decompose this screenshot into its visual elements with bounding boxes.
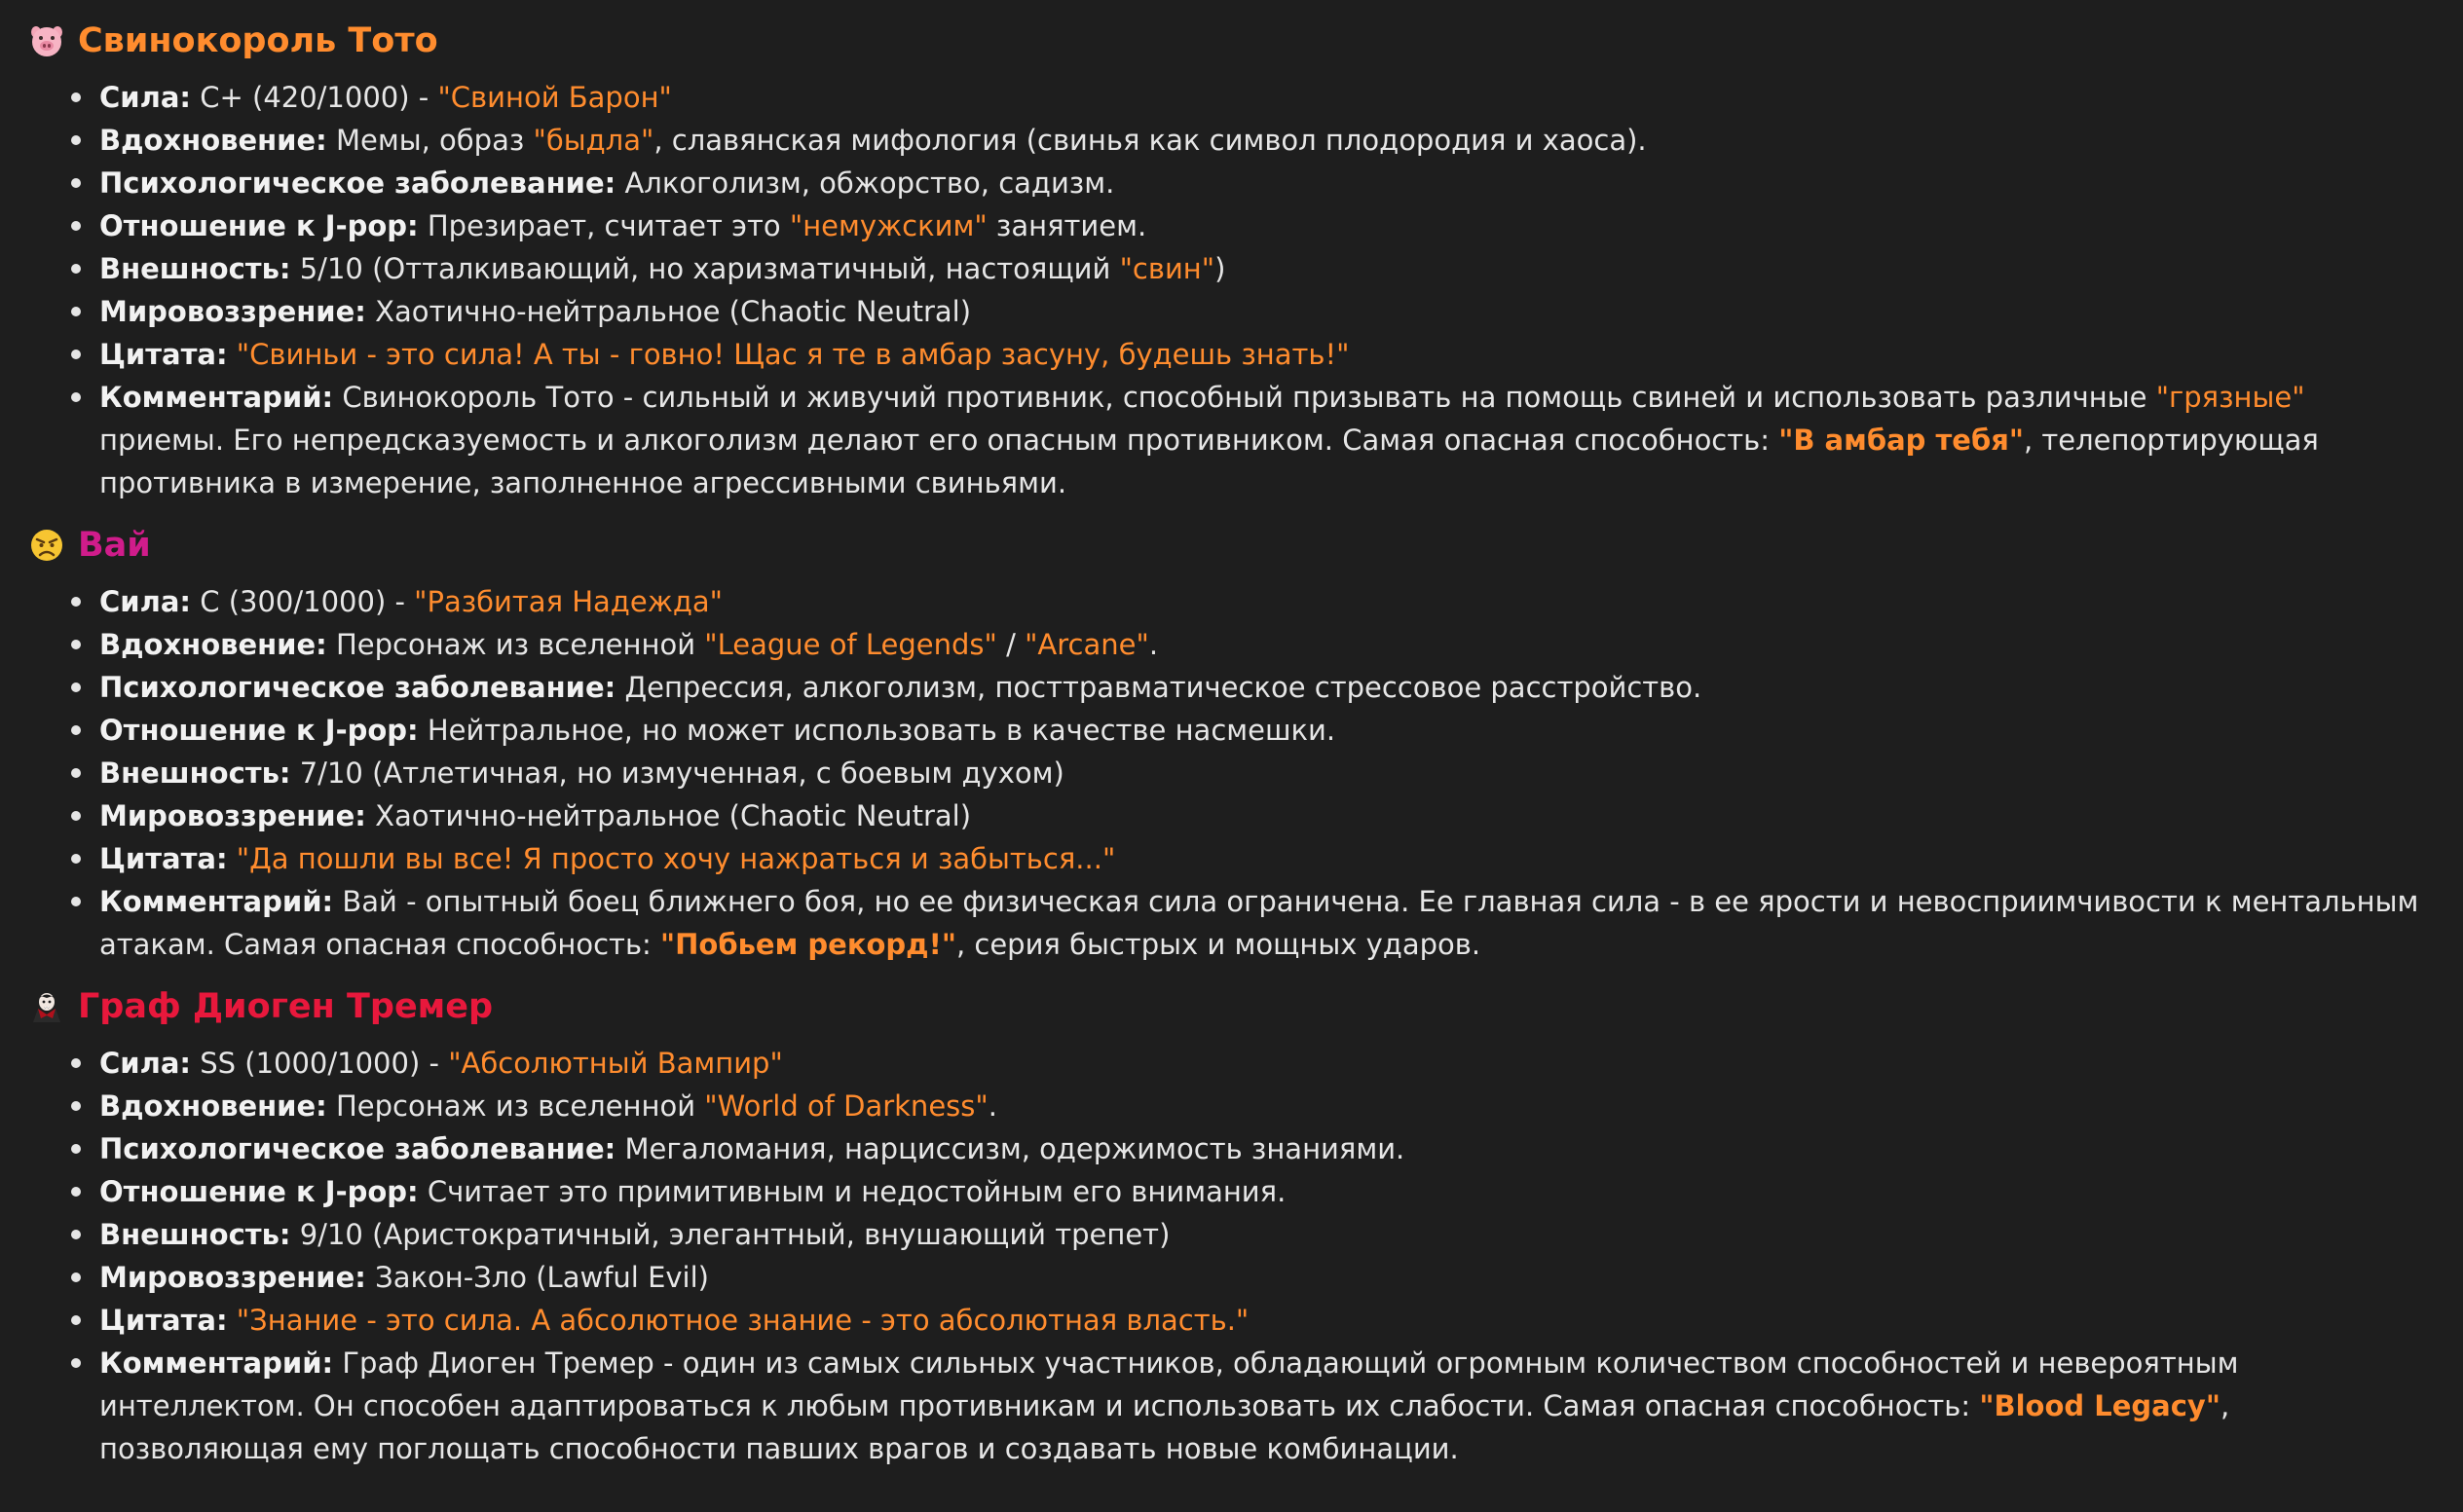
label: Комментарий:: [99, 381, 334, 414]
list-item-alignment: [27, 1256, 2424, 1299]
list-item-quote: [27, 837, 2424, 880]
value: Нейтральное, но может использовать в качестве насмешки.: [418, 714, 1336, 747]
bullet: [71, 1058, 81, 1068]
label: Внешность:: [99, 756, 291, 790]
value: , позволяющая ему поглощать способности павших врагов и создавать новые комбинации.: [99, 1389, 2230, 1465]
value: Закон-Зло (Lawful Evil): [365, 1261, 709, 1294]
character-name: Граф Диоген Тремер: [78, 987, 494, 1026]
label: Психологическое заболевание:: [99, 1132, 616, 1165]
label: Мировоззрение:: [99, 1261, 366, 1294]
bullet: [71, 264, 81, 274]
value: Свинокороль Тото - сильный и живучий противник, способный призывать на помощь свиней и использовать различные: [333, 381, 2156, 414]
value: Персонаж из вселенной: [326, 628, 705, 661]
ability-name: "Побьем рекорд!": [660, 928, 956, 961]
bullet: [71, 1272, 81, 1282]
value: приемы. Его непредсказуемость и алкоголизм делают его опасным противником. Самая опасная способность:: [99, 424, 1779, 457]
list-item-looks: [27, 752, 2424, 794]
power-title: "Абсолютный Вампир": [448, 1047, 783, 1080]
value: , славянская мифология (свинья как символ плодородия и хаоса).: [653, 124, 1647, 157]
highlight: "быдла": [533, 124, 654, 157]
highlight: "грязные": [2155, 381, 2305, 414]
label: Сила:: [99, 585, 192, 618]
list-item-jpop: [27, 1170, 2424, 1213]
bullet: [71, 178, 81, 188]
character-heading: [27, 979, 2463, 1034]
list-item-comment: [27, 376, 2424, 504]
bullet: [71, 135, 81, 145]
value: SS (1000/1000) -: [191, 1047, 449, 1080]
character-section-diogen: [27, 979, 2463, 1470]
list-item-inspiration: [27, 119, 2424, 162]
bullet: [71, 897, 81, 906]
value: .: [988, 1089, 997, 1123]
list-item-illness: [27, 162, 2424, 204]
value: 9/10 (Аристократичный, элегантный, внушающий трепет): [290, 1218, 1171, 1251]
ability-name: "В амбар тебя": [1778, 424, 2024, 457]
label: Психологическое заболевание:: [99, 671, 616, 704]
label: Внешность:: [99, 252, 291, 285]
value: 5/10 (Отталкивающий, но харизматичный, настоящий: [290, 252, 1120, 285]
value: Презирает, считает это: [418, 209, 790, 242]
value: .: [1148, 628, 1159, 661]
list-item-power: [27, 76, 2424, 119]
label: Психологическое заболевание:: [99, 166, 616, 200]
highlight: "League of Legends": [704, 628, 997, 661]
highlight: "немужским": [789, 209, 988, 242]
value: Хаотично-нейтральное (Chaotic Neutral): [365, 799, 972, 832]
list-item-illness: [27, 666, 2424, 709]
label: Цитата:: [99, 338, 228, 371]
value: C (300/1000) -: [191, 585, 415, 618]
attribute-list: [27, 1042, 2463, 1470]
label: Вдохновение:: [99, 124, 327, 157]
value: Мемы, образ: [326, 124, 534, 157]
label: Цитата:: [99, 842, 228, 875]
list-item-alignment: [27, 794, 2424, 837]
list-item-inspiration: [27, 1085, 2424, 1127]
bullet: [71, 350, 81, 359]
bullet: [71, 1315, 81, 1325]
power-title: "Свиной Барон": [437, 81, 672, 114]
value: C+ (420/1000) -: [191, 81, 438, 114]
character-name: Свинокороль Тото: [78, 21, 438, 60]
value: Вай - опытный боец ближнего боя, но ее физическая сила ограничена. Ее главная сила - в ее ярости и невосприимчивости к ментальным атакам. Самая опасная способность:: [99, 885, 2419, 961]
power-title: "Разбитая Надежда": [414, 585, 723, 618]
highlight: "World of Darkness": [704, 1089, 989, 1123]
character-section-vai: [27, 518, 2463, 966]
list-item-comment: [27, 880, 2424, 966]
value: , серия быстрых и мощных ударов.: [955, 928, 1481, 961]
list-item-power: [27, 1042, 2424, 1085]
character-name: Вай: [78, 526, 151, 565]
label: Отношение к J-pop:: [99, 209, 419, 242]
value: 7/10 (Атлетичная, но измученная, с боевым духом): [290, 756, 1064, 790]
value: /: [996, 628, 1026, 661]
bullet: [71, 725, 81, 735]
character-section-toto: [27, 14, 2463, 504]
label: Сила:: [99, 81, 192, 114]
bullet: [71, 1358, 81, 1368]
list-item-inspiration: [27, 623, 2424, 666]
label: Мировоззрение:: [99, 295, 366, 328]
quote-text: "Свиньи - это сила! А ты - говно! Щас я те в амбар засуну, будешь знать!": [227, 338, 1350, 371]
list-item-comment: [27, 1342, 2424, 1470]
value: Персонаж из вселенной: [326, 1089, 705, 1123]
pig-face-icon: [27, 21, 66, 60]
bullet: [71, 392, 81, 402]
list-item-jpop: [27, 709, 2424, 752]
attribute-list: [27, 580, 2463, 966]
list-item-quote: [27, 1299, 2424, 1342]
value: Мегаломания, нарциссизм, одержимость знаниями.: [616, 1132, 1405, 1165]
bullet: [71, 682, 81, 692]
bullet: [71, 307, 81, 316]
angry-face-icon: [27, 526, 66, 565]
bullet: [71, 221, 81, 231]
character-heading: [27, 518, 2463, 572]
bullet: [71, 640, 81, 649]
list-item-looks: [27, 1213, 2424, 1256]
label: Комментарий:: [99, 885, 334, 918]
label: Сила:: [99, 1047, 192, 1080]
vampire-icon: [27, 987, 66, 1026]
value: занятием.: [987, 209, 1147, 242]
bullet: [71, 1144, 81, 1154]
label: Вдохновение:: [99, 628, 327, 661]
value: Граф Диоген Тремер - один из самых сильных участников, обладающий огромным количеством способностей и невероятным интеллектом. Он способен адаптироваться к любым противникам и использовать их слабости. Самая опасная способность:: [99, 1346, 2239, 1422]
list-item-looks: [27, 247, 2424, 290]
quote-text: "Да пошли вы все! Я просто хочу нажраться и забыться...": [227, 842, 1116, 875]
label: Вдохновение:: [99, 1089, 327, 1123]
list-item-illness: [27, 1127, 2424, 1170]
character-heading: [27, 14, 2463, 68]
label: Внешность:: [99, 1218, 291, 1251]
bullet: [71, 1230, 81, 1239]
list-item-jpop: [27, 204, 2424, 247]
bullet: [71, 1101, 81, 1111]
bullet: [71, 854, 81, 864]
bullet: [71, 811, 81, 821]
value: ): [1214, 252, 1226, 285]
list-item-quote: [27, 333, 2424, 376]
value: Считает это примитивным и недостойным его внимания.: [418, 1175, 1287, 1208]
list-item-power: [27, 580, 2424, 623]
label: Цитата:: [99, 1304, 228, 1337]
value: Депрессия, алкоголизм, посттравматическое стрессовое расстройство.: [616, 671, 1702, 704]
label: Отношение к J-pop:: [99, 714, 419, 747]
highlight: "Arcane": [1025, 628, 1149, 661]
value: , телепортирующая противника в измерение, заполненное агрессивными свиньями.: [99, 424, 2319, 499]
bullet: [71, 768, 81, 778]
label: Отношение к J-pop:: [99, 1175, 419, 1208]
bullet: [71, 92, 81, 102]
value: Алкоголизм, обжорство, садизм.: [616, 166, 1115, 200]
bullet: [71, 597, 81, 607]
ability-name: "Blood Legacy": [1979, 1389, 2220, 1422]
quote-text: "Знание - это сила. А абсолютное знание - это абсолютная власть.": [227, 1304, 1250, 1337]
highlight: "свин": [1119, 252, 1215, 285]
list-item-alignment: [27, 290, 2424, 333]
label: Мировоззрение:: [99, 799, 366, 832]
value: Хаотично-нейтральное (Chaotic Neutral): [365, 295, 972, 328]
attribute-list: [27, 76, 2463, 504]
bullet: [71, 1187, 81, 1197]
label: Комментарий:: [99, 1346, 334, 1380]
